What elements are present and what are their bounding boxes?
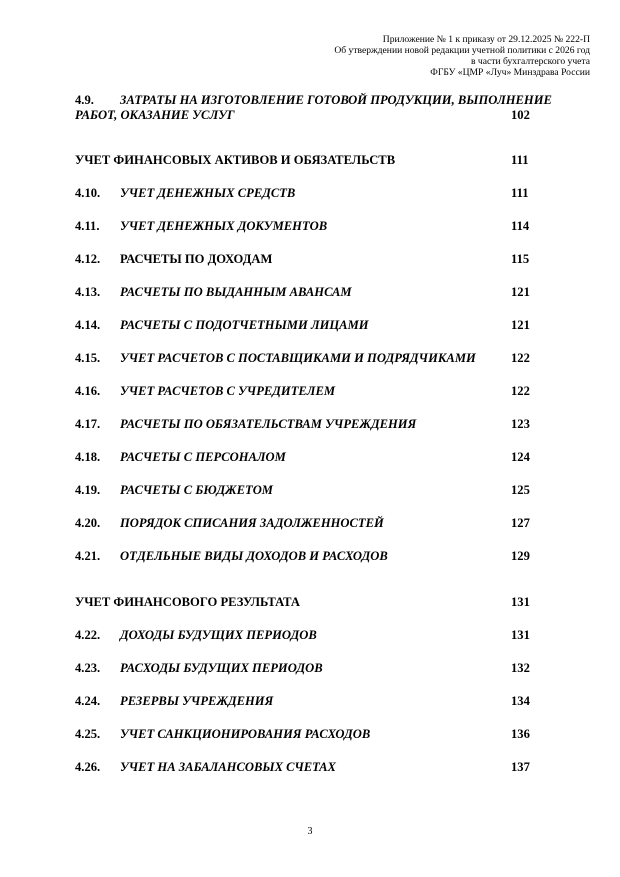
toc-entry-page: 123	[511, 417, 530, 431]
toc-entry-number: 4.19.	[75, 483, 101, 497]
toc-entry-page: 122	[511, 384, 530, 398]
toc-entry-title: РАСЧЕТЫ ПО ОБЯЗАТЕЛЬСТВАМ УЧРЕЖДЕНИЯ	[120, 417, 417, 431]
toc-entry-page: 127	[511, 516, 530, 530]
header-line: в части бухгалтерского учета	[471, 56, 590, 67]
toc-entry-page: 111	[511, 153, 529, 167]
toc-entry-title: РАСЧЕТЫ С БЮДЖЕТОМ	[120, 483, 274, 497]
toc-entry-page: 134	[511, 694, 530, 708]
toc-entry-page: 111	[511, 186, 529, 200]
toc-entry-title: РАСЧЕТЫ ПО ДОХОДАМ	[120, 252, 273, 266]
toc-section-title: УЧЕТ ФИНАНСОВЫХ АКТИВОВ И ОБЯЗАТЕЛЬСТВ	[75, 153, 396, 167]
toc-entry	[75, 514, 530, 532]
toc-entry	[75, 626, 530, 644]
toc-entry-title: ОТДЕЛЬНЫЕ ВИДЫ ДОХОДОВ И РАСХОДОВ	[120, 549, 388, 563]
toc-section-heading	[75, 151, 529, 169]
toc-entry-page: 131	[511, 628, 530, 642]
toc-entry	[75, 349, 530, 367]
toc-entry	[75, 692, 530, 710]
toc-entry-page: 115	[511, 252, 530, 266]
toc-entry-title: УЧЕТ РАСЧЕТОВ С ПОСТАВЩИКАМИ И ПОДРЯДЧИКАМИ	[120, 351, 476, 365]
toc-entry-page: 102	[511, 108, 530, 122]
toc-entry-number: 4.16.	[75, 384, 101, 398]
toc-entry-title: УЧЕТ ДЕНЕЖНЫХ СРЕДСТВ	[120, 186, 296, 200]
header-line: Об утверждении новой редакции учетной политики с 2026 год	[334, 45, 590, 56]
toc-entry-number: 4.20.	[75, 516, 101, 530]
toc-entry	[75, 184, 529, 202]
toc-entry-page: 125	[511, 483, 530, 497]
toc-entry-page: 114	[511, 219, 530, 233]
toc-entry-number: 4.15.	[75, 351, 101, 365]
toc-entry	[75, 725, 530, 743]
toc-entry-page: 131	[511, 595, 530, 609]
toc-entry-number: 4.21.	[75, 549, 101, 563]
toc-entry-number: 4.11.	[75, 219, 100, 233]
toc-entry-page: 122	[511, 351, 530, 365]
toc-entry	[75, 382, 530, 400]
toc-entry-title: РЕЗЕРВЫ УЧРЕЖДЕНИЯ	[120, 694, 274, 708]
toc-entry-number: 4.13.	[75, 285, 101, 299]
toc-entry	[75, 283, 530, 301]
page-header	[230, 34, 590, 78]
toc-entry	[75, 316, 530, 334]
toc-entry	[75, 758, 530, 776]
toc-entry-page: 121	[511, 285, 530, 299]
toc-entry	[75, 547, 530, 565]
toc-entry-title: ЗАТРАТЫ НА ИЗГОТОВЛЕНИЕ ГОТОВОЙ ПРОДУКЦИИ, ВЫПОЛНЕНИЕ	[120, 93, 552, 107]
toc-entry-title: ПОРЯДОК СПИСАНИЯ ЗАДОЛЖЕННОСТЕЙ	[120, 516, 384, 530]
toc-entry-page: 136	[511, 727, 530, 741]
toc-entry	[75, 217, 530, 235]
toc-entry-title: РАСЧЕТЫ С ПОДОТЧЕТНЫМИ ЛИЦАМИ	[120, 318, 369, 332]
toc-section-heading	[75, 593, 530, 611]
toc-entry-number: 4.18.	[75, 450, 101, 464]
toc-entry-number: 4.9.	[75, 93, 94, 107]
toc-entry	[75, 659, 530, 677]
toc-entry-title: РАСЧЕТЫ С ПЕРСОНАЛОМ	[120, 450, 286, 464]
toc-entry-number: 4.17.	[75, 417, 101, 431]
toc-entry-title: УЧЕТ САНКЦИОНИРОВАНИЯ РАСХОДОВ	[120, 727, 371, 741]
toc-entry-title: УЧЕТ НА ЗАБАЛАНСОВЫХ СЧЕТАХ	[120, 760, 336, 774]
toc-entry-title: ДОХОДЫ БУДУЩИХ ПЕРИОДОВ	[120, 628, 317, 642]
toc-entry-number: 4.12.	[75, 252, 101, 266]
toc-entry-page: 121	[511, 318, 530, 332]
toc-entry	[75, 250, 530, 268]
toc-entry-title: УЧЕТ РАСЧЕТОВ С УЧРЕДИТЕЛЕМ	[120, 384, 336, 398]
toc-entry-title: РАСЧЕТЫ ПО ВЫДАННЫМ АВАНСАМ	[120, 285, 352, 299]
toc-entry	[75, 91, 552, 127]
header-line: ФГБУ «ЦМР «Луч» Минздрава России	[430, 67, 590, 78]
toc-entry-number: 4.22.	[75, 628, 101, 642]
header-line: Приложение № 1 к приказу от 29.12.2025 № 222-П	[382, 34, 590, 45]
toc-entry-page: 124	[511, 450, 530, 464]
toc-entry-number: 4.10.	[75, 186, 101, 200]
page-number: 3	[307, 826, 313, 837]
toc-entry-number: 4.23.	[75, 661, 101, 675]
toc-entry-page: 137	[511, 760, 530, 774]
toc-entry-number: 4.26.	[75, 760, 101, 774]
toc-entry	[75, 415, 530, 433]
toc-entry-number: 4.24.	[75, 694, 101, 708]
toc-entry-page: 129	[511, 549, 530, 563]
toc-entry-number: 4.14.	[75, 318, 101, 332]
toc-section-title: УЧЕТ ФИНАНСОВОГО РЕЗУЛЬТАТА	[75, 595, 301, 609]
toc-entry	[75, 481, 530, 499]
toc-entry	[75, 448, 530, 466]
toc-entry-number: 4.25.	[75, 727, 101, 741]
toc-entry-page: 132	[511, 661, 530, 675]
toc-entry-title: УЧЕТ ДЕНЕЖНЫХ ДОКУМЕНТОВ	[120, 219, 328, 233]
toc-entry-title-continuation: РАБОТ, ОКАЗАНИЕ УСЛУГ	[75, 108, 235, 122]
toc-entry-title: РАСХОДЫ БУДУЩИХ ПЕРИОДОВ	[120, 661, 323, 675]
